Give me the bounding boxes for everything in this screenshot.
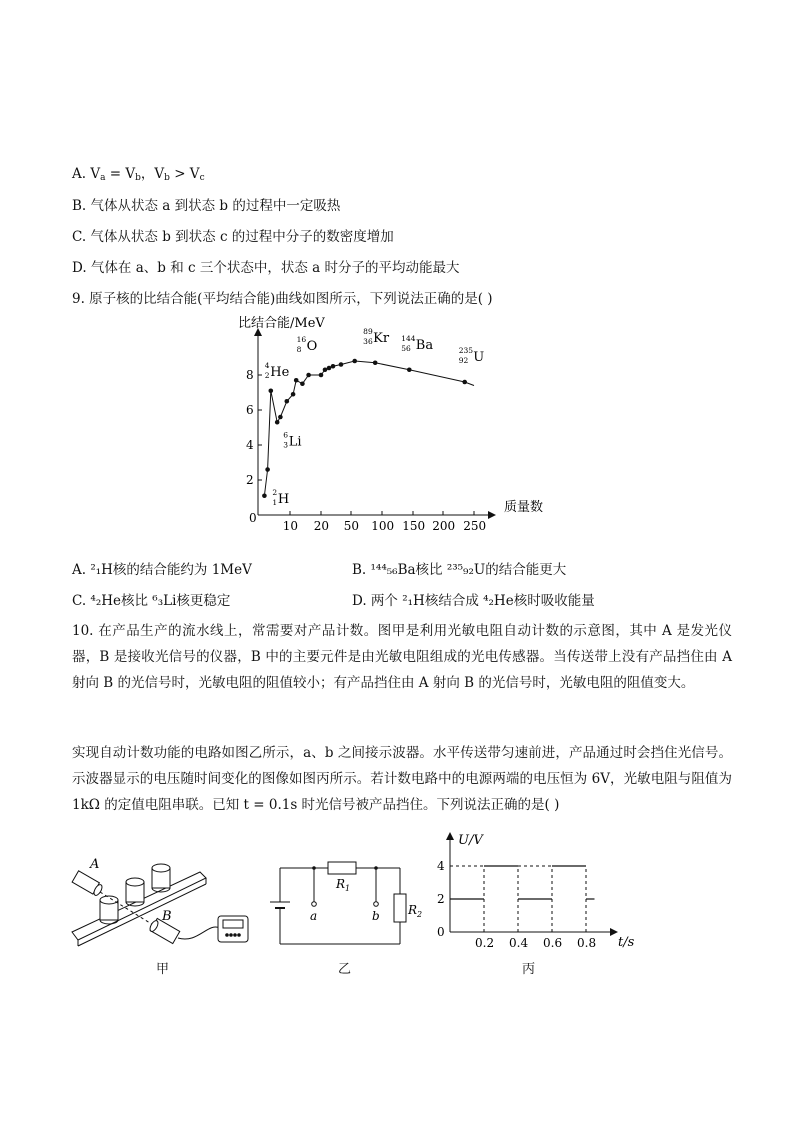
u-tick-label: 2 (437, 892, 445, 906)
data-point (407, 367, 412, 372)
nuclide-label-u (459, 346, 485, 365)
label-b: B (162, 909, 172, 924)
terminal-b (374, 902, 379, 907)
x-tick-label: 50 (343, 519, 360, 532)
terminal-a (312, 902, 317, 907)
atomic-number: 92 (458, 356, 469, 365)
q10-paragraph-1: 10. 在产品生产的流水线上，常需要对产品计数。图甲是利用光敏电阻自动计数的示意图，其中 A 是发光仪器，B 是接收光信号的仪器，B 中的主要元件是由光敏电阻组成的光电传感器。当传送带上没有产品挡住由 A 射向 B 的光信号时，光敏电阻的阻值较小；有产品挡住由 A 射向 B 的光信号时，光敏电阻的阻值变大。 (72, 623, 732, 691)
y-tick-label: 2 (246, 473, 254, 487)
element-symbol: Ba (415, 337, 434, 353)
figure-bing-caption: 丙 (522, 962, 536, 977)
data-point (319, 373, 324, 378)
data-point (269, 388, 274, 393)
y-tick-label: 4 (246, 438, 254, 452)
data-point (300, 381, 305, 386)
mass-number: 4 (264, 360, 270, 370)
cable (178, 927, 220, 939)
nuclide-label-ba (401, 334, 433, 353)
label-r2: $R_2$ (408, 903, 423, 919)
product-cylinder (100, 896, 118, 924)
element-symbol: Kr (373, 330, 390, 346)
element-symbol: U (473, 350, 485, 365)
t-tick-label: 0.6 (543, 936, 563, 950)
atomic-number: 36 (363, 336, 373, 346)
x-tick-label: 200 (432, 519, 456, 532)
q10-paragraph-2: 实现自动计数功能的电路如图乙所示，a、b 之间接示波器。水平传送带匀速前进，产品通过时会挡住光信号。示波器显示的电压随时间变化的图像如图丙所示。若计数电路中的电源两端的电压恒为 6V，光敏电阻与阻值为 1kΩ 的定值电阻串联。已知 t = 0.1s 时光信号被产品挡住。下列说法正确的是( ) (72, 745, 732, 813)
y-tick-label: 6 (246, 403, 254, 417)
q8-option-a: A. $V_a = V_b$，$V_b > V_c$ (72, 166, 205, 183)
x-tick-label: 20 (313, 519, 330, 532)
mass-number: 6 (283, 430, 288, 440)
atomic-number: 56 (401, 343, 411, 353)
data-point (373, 360, 378, 365)
element-symbol: O (306, 339, 318, 354)
q9-option-d: D. 两个 ²₁H核结合成 ⁴₂He核时吸收能量 (352, 593, 595, 609)
data-point (352, 359, 357, 364)
data-point (291, 392, 296, 397)
data-point (294, 378, 299, 383)
data-point (323, 367, 328, 372)
label-a: a (310, 909, 318, 923)
data-point (339, 362, 344, 367)
figure-yi-caption: 乙 (338, 962, 352, 977)
t-tick-label: 0.4 (509, 936, 529, 950)
data-point (265, 467, 270, 472)
product-cylinder (126, 878, 144, 906)
data-point (275, 420, 280, 425)
q9-stem: 9. 原子核的比结合能(平均结合能)曲线如图所示，下列说法正确的是( ) (72, 291, 493, 307)
product-cylinder (152, 864, 170, 892)
data-point (285, 399, 290, 404)
u-axis-label: U/V (458, 833, 483, 848)
element-symbol: He (270, 364, 290, 380)
data-point (327, 366, 332, 371)
atomic-number: 1 (272, 497, 278, 507)
atomic-number: 8 (296, 345, 302, 354)
t-tick-label: 0.2 (475, 936, 495, 950)
resistor-r2 (394, 894, 406, 922)
label-r1: $R_1$ (336, 877, 351, 893)
mass-number: 2 (272, 487, 278, 497)
q9-option-c: C. ⁴₂He核比 ⁶₃Li核更稳定 (72, 593, 231, 609)
nuclide-label-he (265, 361, 290, 380)
atomic-number: 3 (283, 440, 288, 450)
nuclide-label-kr (363, 327, 390, 346)
mass-number: 16 (296, 335, 307, 344)
atomic-number: 2 (264, 370, 270, 380)
counter-device (218, 916, 248, 942)
element-symbol: Li (288, 434, 302, 450)
q9-option-a: A. ²₁H核的结合能约为 1MeV (72, 562, 252, 578)
figure-yi (266, 856, 426, 952)
element-symbol: H (277, 491, 290, 507)
q8-option-b: B. 气体从状态 a 到状态 b 的过程中一定吸热 (72, 198, 341, 214)
y-axis-label: 比结合能/MeV (238, 316, 325, 331)
label-a: A (90, 857, 100, 872)
nuclide-label-o (297, 335, 318, 354)
resistor-r1 (328, 862, 356, 874)
mass-number: 235 (458, 346, 474, 355)
nuclide-label-li (283, 430, 301, 449)
t-tick-label: 0.8 (577, 936, 597, 950)
x-tick-label: 250 (463, 519, 487, 532)
y-tick-label: 8 (246, 368, 254, 382)
data-point (278, 415, 283, 420)
q8-option-d: D. 气体在 a、b 和 c 三个状态中，状态 a 时分子的平均动能最大 (72, 260, 460, 276)
mass-number: 144 (401, 333, 416, 343)
q9-option-b: B. ¹⁴⁴₅₆Ba核比 ²³⁵₉₂U的结合能更大 (352, 562, 567, 578)
data-point (306, 373, 311, 378)
figure-jia-caption: 甲 (156, 962, 170, 977)
data-point (262, 493, 267, 498)
figure-jia (68, 852, 264, 952)
t-axis-label: t/s (618, 935, 635, 950)
figure-bing (428, 826, 638, 950)
data-point (462, 380, 467, 385)
emitter-a (72, 871, 103, 897)
x-axis-label: 质量数 (504, 500, 544, 515)
u-tick-label: 0 (437, 925, 445, 939)
x-tick-label: 100 (371, 519, 395, 532)
origin-label: 0 (249, 511, 257, 525)
binding-energy-chart (232, 310, 562, 532)
mass-number: 89 (363, 326, 373, 336)
label-b: b (372, 909, 380, 923)
x-tick-label: 10 (282, 519, 299, 532)
x-tick-label: 150 (402, 519, 426, 532)
q8-option-c: C. 气体从状态 b 到状态 c 的过程中分子的数密度增加 (72, 229, 394, 245)
data-point (331, 364, 336, 369)
nuclide-label-h (272, 488, 289, 507)
u-tick-label: 4 (437, 859, 445, 873)
